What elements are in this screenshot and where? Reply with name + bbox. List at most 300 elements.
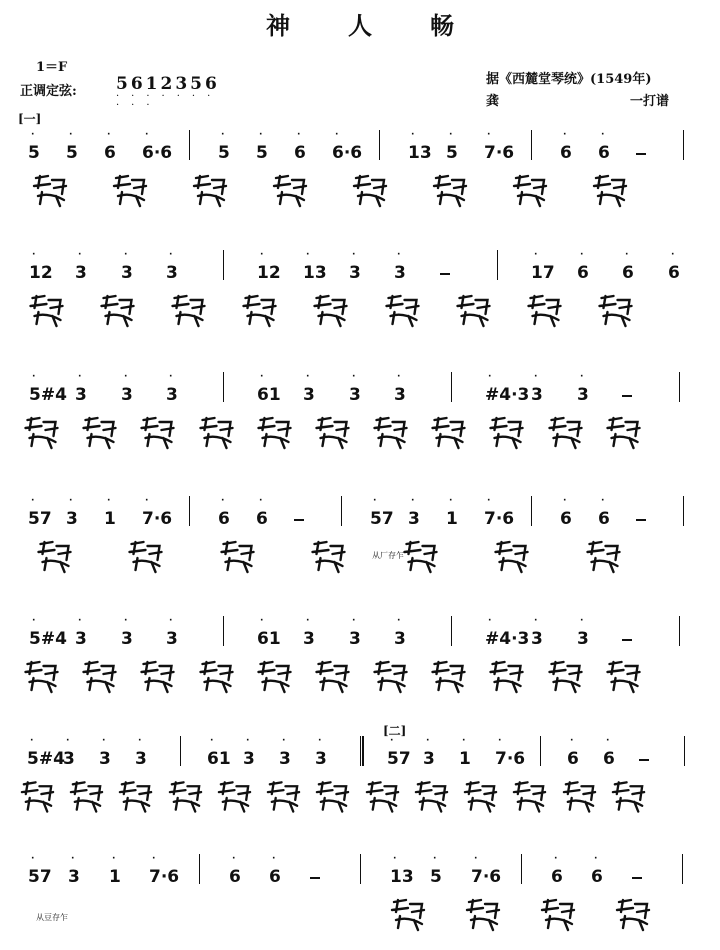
- key-signature: 1＝F: [36, 60, 68, 75]
- margin-note: 从豆存乍: [36, 913, 68, 922]
- octave-dot: ·: [449, 496, 453, 506]
- tablature-glyph: [578, 172, 642, 208]
- sustain-dash: [294, 519, 304, 521]
- tablature-glyph: [498, 172, 562, 208]
- jianpu-note: [256, 130, 268, 163]
- tablature-glyph: [178, 172, 242, 208]
- note-digits: 5: [28, 143, 40, 163]
- octave-dot: ·: [30, 736, 34, 746]
- octave-dot: ·: [534, 250, 538, 260]
- octave-dot: ·: [411, 496, 415, 506]
- sustain-dash: [310, 877, 320, 879]
- jianpu-note: [66, 496, 78, 529]
- tablature-glyph: [475, 538, 548, 574]
- barline: [223, 372, 224, 402]
- octave-dot: ·: [318, 736, 322, 746]
- octave-dot: ·: [606, 736, 610, 746]
- jianpu-note: [591, 854, 603, 887]
- tuning-notes: 5612356: [116, 74, 220, 94]
- jianpu-note: [349, 372, 361, 405]
- jianpu-note: [121, 616, 133, 649]
- octave-dot: ·: [260, 616, 264, 626]
- octave-dot: ·: [272, 854, 276, 864]
- note-digits: 6: [269, 867, 281, 887]
- octave-dot: ·: [393, 854, 397, 864]
- barline: [451, 616, 452, 646]
- barline: [189, 496, 190, 526]
- jianpu-note: [28, 496, 52, 529]
- note-digits: 5: [256, 143, 268, 163]
- jianpu-note: [109, 854, 121, 887]
- note-digits: 5: [430, 867, 442, 887]
- tablature-glyph: [215, 778, 254, 814]
- note-digits: 3: [63, 749, 75, 769]
- jianpu-note: [218, 496, 230, 529]
- note-digits: 3: [99, 749, 111, 769]
- octave-dot: ·: [66, 736, 70, 746]
- sustain-dash: [632, 877, 642, 879]
- arranger-name: 龚: [486, 94, 500, 109]
- tablature-glyph: [18, 172, 82, 208]
- tablature-glyph: [18, 538, 91, 574]
- octave-dot: ·: [78, 372, 82, 382]
- sustain-dash: [622, 639, 632, 641]
- octave-dot: ·: [107, 496, 111, 506]
- barline: [180, 736, 181, 766]
- tablature-glyph: [609, 778, 648, 814]
- barline: [679, 616, 680, 646]
- note-digits: 3: [166, 629, 178, 649]
- jianpu-note: [408, 496, 420, 529]
- jianpu-note: [28, 130, 40, 163]
- octave-dot: ·: [145, 496, 149, 506]
- tablature-glyph: [516, 292, 573, 328]
- tablature-glyph: [412, 778, 451, 814]
- jianpu-note: [29, 616, 67, 649]
- octave-dot: ·: [78, 250, 82, 260]
- jianpu-note: [27, 736, 65, 769]
- double-barline: [360, 736, 364, 766]
- jianpu-note: [303, 616, 315, 649]
- guqin-tablature-line: [18, 658, 702, 702]
- jianpu-note: [243, 736, 255, 769]
- octave-dot: ·: [107, 130, 111, 140]
- barline: [341, 496, 342, 526]
- octave-dot: ·: [260, 250, 264, 260]
- octave-dot: ·: [124, 616, 128, 626]
- note-digits: 7·6: [142, 509, 173, 529]
- note-digits: 6·6: [142, 143, 173, 163]
- tablature-glyph: [600, 414, 647, 450]
- octave-dot: ·: [32, 372, 36, 382]
- note-digits: 7·6: [495, 749, 526, 769]
- jianpu-note: [269, 854, 281, 887]
- octave-dot: ·: [534, 616, 538, 626]
- octave-dot: ·: [138, 736, 142, 746]
- margin-note: 从厂存乍: [372, 551, 404, 560]
- octave-dot: ·: [601, 496, 605, 506]
- note-digits: 1: [446, 509, 458, 529]
- jianpu-line: [18, 730, 702, 768]
- tablature-glyph: [201, 538, 274, 574]
- jianpu-note: [446, 496, 458, 529]
- note-digits: 13: [390, 867, 414, 887]
- jianpu-note: [166, 372, 178, 405]
- note-digits: 6: [104, 143, 116, 163]
- note-digits: 5#4: [27, 749, 65, 769]
- note-digits: 3: [394, 263, 406, 283]
- tablature-glyph: [116, 778, 155, 814]
- tablature-glyph: [367, 658, 414, 694]
- barline: [451, 372, 452, 402]
- jianpu-note: [303, 372, 315, 405]
- note-digits: 3: [135, 749, 147, 769]
- note-digits: 3: [577, 385, 589, 405]
- octave-dot: ·: [71, 854, 75, 864]
- jianpu-note: [332, 130, 363, 163]
- tablature-glyph: [510, 778, 549, 814]
- octave-dot: ·: [169, 616, 173, 626]
- jianpu-note: [484, 496, 515, 529]
- jianpu-note: [104, 130, 116, 163]
- tablature-glyph: [134, 658, 181, 694]
- tablature-glyph: [231, 292, 288, 328]
- octave-dot: ·: [488, 616, 492, 626]
- octave-dot: ·: [145, 130, 149, 140]
- note-digits: 12: [29, 263, 53, 283]
- tablature-glyph: [483, 414, 530, 450]
- note-digits: 3: [349, 263, 361, 283]
- jianpu-note: [531, 250, 555, 283]
- jianpu-note: [349, 616, 361, 649]
- tablature-glyph: [18, 778, 57, 814]
- note-digits: 57: [28, 867, 52, 887]
- jianpu-note: [121, 250, 133, 283]
- octave-dot: ·: [487, 496, 491, 506]
- octave-dot: ·: [69, 130, 73, 140]
- tablature-glyph: [367, 414, 414, 450]
- octave-dot: ·: [397, 250, 401, 260]
- jianpu-line: [18, 124, 702, 162]
- guqin-tablature-line: [18, 538, 702, 582]
- barline: [679, 372, 680, 402]
- note-digits: 57: [370, 509, 394, 529]
- octave-dot: ·: [31, 130, 35, 140]
- jianpu-line: [18, 244, 702, 282]
- note-digits: 5: [446, 143, 458, 163]
- guqin-tablature-line: [18, 896, 702, 940]
- jianpu-note: [29, 372, 67, 405]
- octave-dot: ·: [78, 616, 82, 626]
- note-digits: 3: [531, 385, 543, 405]
- jianpu-note: [29, 250, 53, 283]
- section-marker-2: [二]: [383, 724, 407, 738]
- jianpu-note: [423, 736, 435, 769]
- tablature-glyph: [76, 658, 123, 694]
- octave-dot: ·: [411, 130, 415, 140]
- jianpu-note: [315, 736, 327, 769]
- guqin-tablature-line: [18, 292, 702, 336]
- octave-dot: ·: [474, 854, 478, 864]
- tablature-glyph: [18, 414, 65, 450]
- tablature-glyph: [309, 414, 356, 450]
- tablature-glyph: [258, 172, 322, 208]
- note-digits: 3: [303, 385, 315, 405]
- jianpu-note: [598, 130, 610, 163]
- barline: [531, 496, 532, 526]
- barline: [540, 736, 541, 766]
- tablature-glyph: [374, 292, 431, 328]
- octave-dot: ·: [563, 496, 567, 506]
- tuning-label: 正调定弦:: [20, 84, 77, 99]
- octave-dot: ·: [210, 736, 214, 746]
- note-digits: 3: [166, 263, 178, 283]
- tablature-glyph: [587, 292, 644, 328]
- octave-dot: ·: [580, 250, 584, 260]
- jianpu-note: [459, 736, 471, 769]
- tablature-glyph: [89, 292, 146, 328]
- jianpu-note: [63, 736, 75, 769]
- tablature-glyph: [560, 778, 599, 814]
- tablature-glyph: [309, 658, 356, 694]
- jianpu-note: [68, 854, 80, 887]
- tablature-glyph: [264, 778, 303, 814]
- jianpu-note: [485, 616, 530, 649]
- note-digits: 3: [66, 509, 78, 529]
- guqin-tablature-line: [18, 778, 702, 822]
- jianpu-note: [577, 250, 589, 283]
- tuning-low-dots: ······· ···: [116, 91, 223, 111]
- octave-dot: ·: [221, 496, 225, 506]
- sustain-dash: [636, 153, 646, 155]
- tablature-glyph: [418, 172, 482, 208]
- note-digits: 6: [551, 867, 563, 887]
- barline: [223, 250, 224, 280]
- tablature-glyph: [338, 172, 402, 208]
- barline: [683, 496, 684, 526]
- jianpu-note: [75, 616, 87, 649]
- note-digits: 5#4: [29, 629, 67, 649]
- note-digits: 13: [303, 263, 327, 283]
- jianpu-note: [207, 736, 231, 769]
- note-digits: 61: [257, 385, 281, 405]
- tablature-glyph: [425, 414, 472, 450]
- octave-dot: ·: [152, 854, 156, 864]
- octave-dot: ·: [534, 372, 538, 382]
- jianpu-note: [135, 736, 147, 769]
- jianpu-note: [218, 130, 230, 163]
- jianpu-note: [142, 496, 173, 529]
- jianpu-note: [531, 372, 543, 405]
- note-digits: 3: [121, 629, 133, 649]
- jianpu-note: [394, 372, 406, 405]
- tablature-glyph: [302, 292, 359, 328]
- jianpu-note: [668, 250, 680, 283]
- note-digits: 6: [622, 263, 634, 283]
- octave-dot: ·: [671, 250, 675, 260]
- octave-dot: ·: [373, 496, 377, 506]
- note-digits: 3: [243, 749, 255, 769]
- tablature-glyph: [461, 778, 500, 814]
- note-digits: 6: [294, 143, 306, 163]
- barline: [521, 854, 522, 884]
- note-digits: 7·6: [471, 867, 502, 887]
- jianpu-note: [121, 372, 133, 405]
- note-digits: 6: [668, 263, 680, 283]
- octave-dot: ·: [232, 854, 236, 864]
- octave-dot: ·: [31, 854, 35, 864]
- note-digits: 5#4: [29, 385, 67, 405]
- note-digits: 3: [349, 385, 361, 405]
- octave-dot: ·: [169, 372, 173, 382]
- octave-dot: ·: [390, 736, 394, 746]
- octave-dot: ·: [580, 616, 584, 626]
- octave-dot: ·: [124, 372, 128, 382]
- jianpu-note: [387, 736, 411, 769]
- barline: [497, 250, 498, 280]
- tablature-glyph: [18, 292, 75, 328]
- jianpu-note: [303, 250, 327, 283]
- octave-dot: ·: [282, 736, 286, 746]
- jianpu-note: [257, 372, 281, 405]
- octave-dot: ·: [32, 250, 36, 260]
- jianpu-note: [75, 250, 87, 283]
- note-digits: 57: [387, 749, 411, 769]
- jianpu-note: [531, 616, 543, 649]
- note-digits: 3: [75, 385, 87, 405]
- octave-dot: ·: [335, 130, 339, 140]
- barline: [199, 854, 200, 884]
- octave-dot: ·: [112, 854, 116, 864]
- note-digits: 7·6: [484, 143, 515, 163]
- note-digits: 61: [207, 749, 231, 769]
- note-digits: 3: [394, 385, 406, 405]
- octave-dot: ·: [426, 736, 430, 746]
- tablature-glyph: [603, 896, 663, 932]
- octave-dot: ·: [32, 616, 36, 626]
- octave-dot: ·: [449, 130, 453, 140]
- tablature-glyph: [109, 538, 182, 574]
- tablature-glyph: [542, 658, 589, 694]
- tablature-glyph: [98, 172, 162, 208]
- note-digits: 6: [560, 143, 572, 163]
- jianpu-note: [484, 130, 515, 163]
- note-digits: 61: [257, 629, 281, 649]
- note-digits: 6·6: [332, 143, 363, 163]
- note-digits: 3: [349, 629, 361, 649]
- note-digits: 6: [256, 509, 268, 529]
- jianpu-note: [104, 496, 116, 529]
- barline: [223, 616, 224, 646]
- tablature-glyph: [378, 896, 438, 932]
- jianpu-note: [349, 250, 361, 283]
- note-digits: 3: [394, 629, 406, 649]
- tablature-glyph: [292, 538, 365, 574]
- note-digits: 6: [603, 749, 615, 769]
- octave-dot: ·: [554, 854, 558, 864]
- jianpu-note: [471, 854, 502, 887]
- tablature-glyph: [193, 658, 240, 694]
- note-digits: #4·3: [485, 629, 530, 649]
- note-digits: #4·3: [485, 385, 530, 405]
- jianpu-note: [598, 496, 610, 529]
- note-digits: 6: [567, 749, 579, 769]
- octave-dot: ·: [563, 130, 567, 140]
- barline: [189, 130, 190, 160]
- jianpu-note: [390, 854, 414, 887]
- tablature-glyph: [600, 658, 647, 694]
- jianpu-note: [560, 496, 572, 529]
- octave-dot: ·: [306, 250, 310, 260]
- barline: [683, 130, 684, 160]
- note-digits: 12: [257, 263, 281, 283]
- tablature-glyph: [67, 778, 106, 814]
- note-digits: 13: [408, 143, 432, 163]
- octave-dot: ·: [124, 250, 128, 260]
- jianpu-note: [560, 130, 572, 163]
- octave-dot: ·: [580, 372, 584, 382]
- jianpu-line: [18, 610, 702, 648]
- tablature-glyph: [542, 414, 589, 450]
- jianpu-line: [18, 490, 702, 528]
- octave-dot: ·: [246, 736, 250, 746]
- note-digits: 7·6: [149, 867, 180, 887]
- octave-dot: ·: [69, 496, 73, 506]
- jianpu-note: [257, 616, 281, 649]
- sustain-dash: [639, 759, 649, 761]
- note-digits: 7·6: [484, 509, 515, 529]
- octave-dot: ·: [462, 736, 466, 746]
- note-digits: 3: [303, 629, 315, 649]
- octave-dot: ·: [601, 130, 605, 140]
- tablature-glyph: [313, 778, 352, 814]
- barline: [360, 854, 361, 884]
- jianpu-note: [485, 372, 530, 405]
- jianpu-note: [495, 736, 526, 769]
- octave-dot: ·: [397, 616, 401, 626]
- note-digits: 3: [315, 749, 327, 769]
- jianpu-note: [446, 130, 458, 163]
- octave-dot: ·: [260, 372, 264, 382]
- octave-dot: ·: [352, 372, 356, 382]
- tablature-glyph: [160, 292, 217, 328]
- jianpu-note: [370, 496, 394, 529]
- sustain-dash: [622, 395, 632, 397]
- octave-dot: ·: [498, 736, 502, 746]
- note-digits: 3: [121, 263, 133, 283]
- note-digits: 6: [598, 143, 610, 163]
- jianpu-note: [577, 372, 589, 405]
- note-digits: 3: [408, 509, 420, 529]
- note-digits: 6: [218, 509, 230, 529]
- octave-dot: ·: [221, 130, 225, 140]
- jianpu-note: [622, 250, 634, 283]
- octave-dot: ·: [397, 372, 401, 382]
- octave-dot: ·: [594, 854, 598, 864]
- note-digits: 17: [531, 263, 555, 283]
- jianpu-note: [294, 130, 306, 163]
- note-digits: 57: [28, 509, 52, 529]
- jianpu-line: [18, 848, 702, 886]
- jianpu-note: [551, 854, 563, 887]
- jianpu-note: [166, 250, 178, 283]
- note-digits: 3: [531, 629, 543, 649]
- jianpu-note: [229, 854, 241, 887]
- note-digits: 1: [459, 749, 471, 769]
- octave-dot: ·: [433, 854, 437, 864]
- jianpu-note: [394, 616, 406, 649]
- octave-dot: ·: [102, 736, 106, 746]
